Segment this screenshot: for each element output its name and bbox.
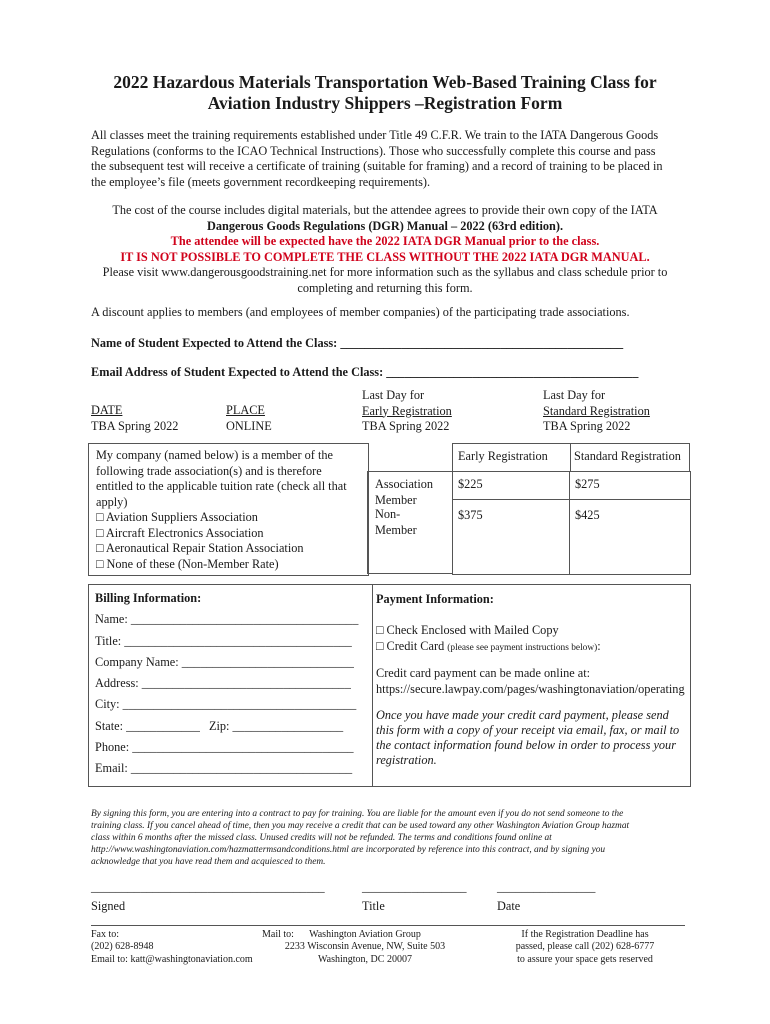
contract-line: acknowledge that you have read them and acquiesced to them. xyxy=(91,857,326,867)
intro-line: the subsequent test will receive a certificate of training (suitable for framing) and a record of training to be placed in xyxy=(91,159,663,174)
deadline-line: to assure your space gets reserved xyxy=(517,953,653,965)
credit-card-colon: : xyxy=(597,638,601,653)
signature-line[interactable]: ______________________________________ xyxy=(91,880,325,894)
footer-divider xyxy=(91,925,685,926)
contract-line: training class. If you cancel ahead of time, then you may receive a credit that can be used toward any other Washington Aviation Group hazmat xyxy=(91,821,630,831)
discount-note: A discount applies to members (and employees of member companies) of the participating trade associations. xyxy=(91,305,630,319)
member-early-price: $225 xyxy=(458,477,483,491)
student-name-field[interactable]: Name of Student Expected to Attend the Class: ______________________________________________ xyxy=(91,336,624,350)
visit-line: Please visit www.dangerousgoodstraining.net for more information such as the syllabus and class schedule prior to xyxy=(102,265,668,280)
membership-intro-line: following trade association(s) and is therefore xyxy=(96,463,322,478)
member-row-label xyxy=(367,471,452,507)
membership-intro-line: entitled to the applicable tuition rate (check all that xyxy=(96,479,347,493)
nonmember-label-line: Member xyxy=(375,522,417,537)
payment-section xyxy=(376,592,688,768)
member-early-cell xyxy=(452,471,570,500)
early-deadline-header: Early Registration xyxy=(362,403,452,418)
deadline-line: passed, please call (202) 628-6777 xyxy=(515,941,655,953)
mail-line: Washington, DC 20007 xyxy=(318,953,412,965)
member-label-line: Association xyxy=(375,477,434,491)
title-signature-field[interactable] xyxy=(362,880,467,914)
contract-line: http://www.washingtonaviation.com/hazmattermsandconditions.html are incorporated by reference into this contract, and by signing you xyxy=(91,845,606,855)
standard-deadline-top: Last Day for xyxy=(543,388,606,402)
aea-checkbox[interactable]: □ Aircraft Electronics Association xyxy=(96,525,264,540)
deadline-line: If the Registration Deadline has xyxy=(521,929,649,940)
place-value: ONLINE xyxy=(226,418,272,433)
visit-line: completing and returning this form. xyxy=(297,280,473,295)
check-option[interactable]: □ Check Enclosed with Mailed Copy xyxy=(376,623,559,637)
payment-heading: Payment Information: xyxy=(376,592,494,606)
date-column xyxy=(91,403,178,434)
member-standard-cell xyxy=(569,471,691,500)
rate-table-border xyxy=(367,573,452,574)
rate-header-standard xyxy=(569,443,690,472)
billing-title-field[interactable]: Title: _____________________________________ xyxy=(95,633,352,648)
payment-instructions-line: Once you have made your credit card payment, please send xyxy=(376,708,669,722)
date-label: Date xyxy=(497,898,521,913)
intro-paragraph xyxy=(91,128,691,190)
contract-line: class within 6 months after the missed class. Unused credits will not be refunded. The terms and conditions found online at xyxy=(91,833,552,843)
billing-email-field[interactable]: Email: ____________________________________ xyxy=(95,761,353,776)
mail-address-block xyxy=(270,929,460,966)
standard-deadline-header: Standard Registration xyxy=(543,403,650,418)
payment-instructions-line: registration. xyxy=(376,753,437,767)
asa-checkbox[interactable]: □ Aviation Suppliers Association xyxy=(96,510,258,524)
online-payment-text: Credit card payment can be made online at: xyxy=(376,666,591,680)
online-payment-link[interactable]: https://secure.lawpay.com/pages/washingtonaviation/operating xyxy=(376,681,685,696)
member-standard-price: $275 xyxy=(575,477,600,491)
standard-deadline-column xyxy=(543,388,650,435)
nonmember-label-line: Non- xyxy=(375,507,401,521)
nonmember-standard-price: $425 xyxy=(575,508,600,522)
date-header: DATE xyxy=(91,403,123,417)
form-title xyxy=(60,72,710,114)
rate-table xyxy=(367,443,690,574)
date-signature-field[interactable] xyxy=(497,880,595,914)
title-line-2: Aviation Industry Shippers –Registration Form xyxy=(207,93,563,113)
rate-table-border xyxy=(367,471,368,574)
standard-registration-header: Standard Registration xyxy=(574,449,681,463)
standard-deadline-value: TBA Spring 2022 xyxy=(543,419,631,433)
credit-card-option[interactable] xyxy=(376,639,688,657)
billing-state-field[interactable]: State: ____________ xyxy=(95,718,200,733)
billing-zip-field[interactable]: Zip: __________________ xyxy=(208,718,344,733)
place-column xyxy=(226,403,272,434)
rate-header-early xyxy=(452,443,571,472)
early-deadline-value: TBA Spring 2022 xyxy=(362,419,450,433)
fax-number: (202) 628-8948 xyxy=(91,941,154,953)
billing-name-field[interactable]: Name: _____________________________________ xyxy=(95,612,359,627)
intro-line: the employee’s file (meets government recordkeeping requirements). xyxy=(91,174,431,189)
title-line-1: 2022 Hazardous Materials Transportation Web-Based Training Class for xyxy=(113,72,657,92)
mail-line: Washington Aviation Group xyxy=(309,929,421,940)
cost-line: The cost of the course includes digital materials, but the attendee agrees to provide their own copy of the IATA xyxy=(112,203,658,217)
nonmember-early-price: $375 xyxy=(458,508,483,522)
billing-company-field[interactable]: Company Name: ____________________________ xyxy=(95,654,354,669)
intro-line: All classes meet the training requirements established under Title 49 C.F.R. We train to the IATA Dangerous Goods xyxy=(91,128,659,142)
credit-card-label: □ Credit Card xyxy=(376,638,445,653)
billing-city-field[interactable]: City: ______________________________________ xyxy=(95,697,357,712)
early-deadline-column xyxy=(362,388,452,435)
billing-address-field[interactable]: Address: __________________________________ xyxy=(95,676,351,691)
fax-label: Fax to: xyxy=(91,929,120,940)
membership-intro-line: apply) xyxy=(96,494,128,509)
email-contact[interactable]: Email to: katt@washingtonaviation.com xyxy=(91,953,253,965)
student-email-field[interactable]: Email Address of Student Expected to Attend the Class: _________________________________________ xyxy=(91,365,639,379)
member-label-line: Member xyxy=(375,492,417,507)
contract-line: By signing this form, you are entering into a contract to pay for training. You are liable for the amount even if you do not send someone to the xyxy=(91,809,624,819)
place-header: PLACE xyxy=(226,403,265,417)
early-registration-header: Early Registration xyxy=(458,449,548,463)
date-value: TBA Spring 2022 xyxy=(91,418,179,433)
contract-terms xyxy=(91,808,691,868)
mail-label: Mail to: xyxy=(262,929,294,940)
membership-rate-section xyxy=(88,443,691,576)
cost-paragraph xyxy=(80,203,690,297)
payment-instructions-line: this form with a copy of your receipt via email, fax, or mail to xyxy=(376,723,680,737)
fax-email-block xyxy=(91,929,253,966)
intro-line: Regulations (conforms to the ICAO Technical Instructions). Those who successfully complete this course and pass xyxy=(91,143,656,158)
payment-instructions xyxy=(376,708,688,768)
credit-card-note: (please see payment instructions below) xyxy=(447,642,598,653)
non-member-checkbox[interactable]: □ None of these (Non-Member Rate) xyxy=(96,556,279,571)
billing-section xyxy=(95,588,365,780)
signed-label: Signed xyxy=(91,898,126,913)
payment-instructions-line: the contact information found below in order to process your xyxy=(376,738,676,752)
signature-field[interactable] xyxy=(91,880,325,914)
deadline-note xyxy=(485,929,685,966)
membership-text xyxy=(96,448,366,572)
manual-warning: The attendee will be expected have the 2022 IATA DGR Manual prior to the class. xyxy=(170,234,600,249)
date-line[interactable]: ________________ xyxy=(497,880,596,894)
manual-required-warning: IT IS NOT POSSIBLE TO COMPLETE THE CLASS WITHOUT THE 2022 IATA DGR MANUAL. xyxy=(120,249,650,264)
billing-state-zip-row xyxy=(95,716,365,737)
membership-box xyxy=(88,443,369,576)
mail-line: 2233 Wisconsin Avenue, NW, Suite 503 xyxy=(284,941,446,953)
membership-intro-line: My company (named below) is a member of the xyxy=(96,448,333,462)
title-label: Title xyxy=(362,898,385,913)
early-deadline-top: Last Day for xyxy=(362,388,425,402)
nonmember-early-cell xyxy=(452,499,570,575)
title-line[interactable]: _________________ xyxy=(362,880,467,894)
dgr-manual-line: Dangerous Goods Regulations (DGR) Manual – 2022 (63rd edition). xyxy=(206,218,564,233)
nonmember-standard-cell xyxy=(569,499,691,575)
nonmember-row-label xyxy=(367,499,452,573)
arsa-checkbox[interactable]: □ Aeronautical Repair Station Association xyxy=(96,541,304,555)
billing-heading: Billing Information: xyxy=(95,591,202,605)
billing-phone-field[interactable]: Phone: ____________________________________ xyxy=(95,740,354,755)
